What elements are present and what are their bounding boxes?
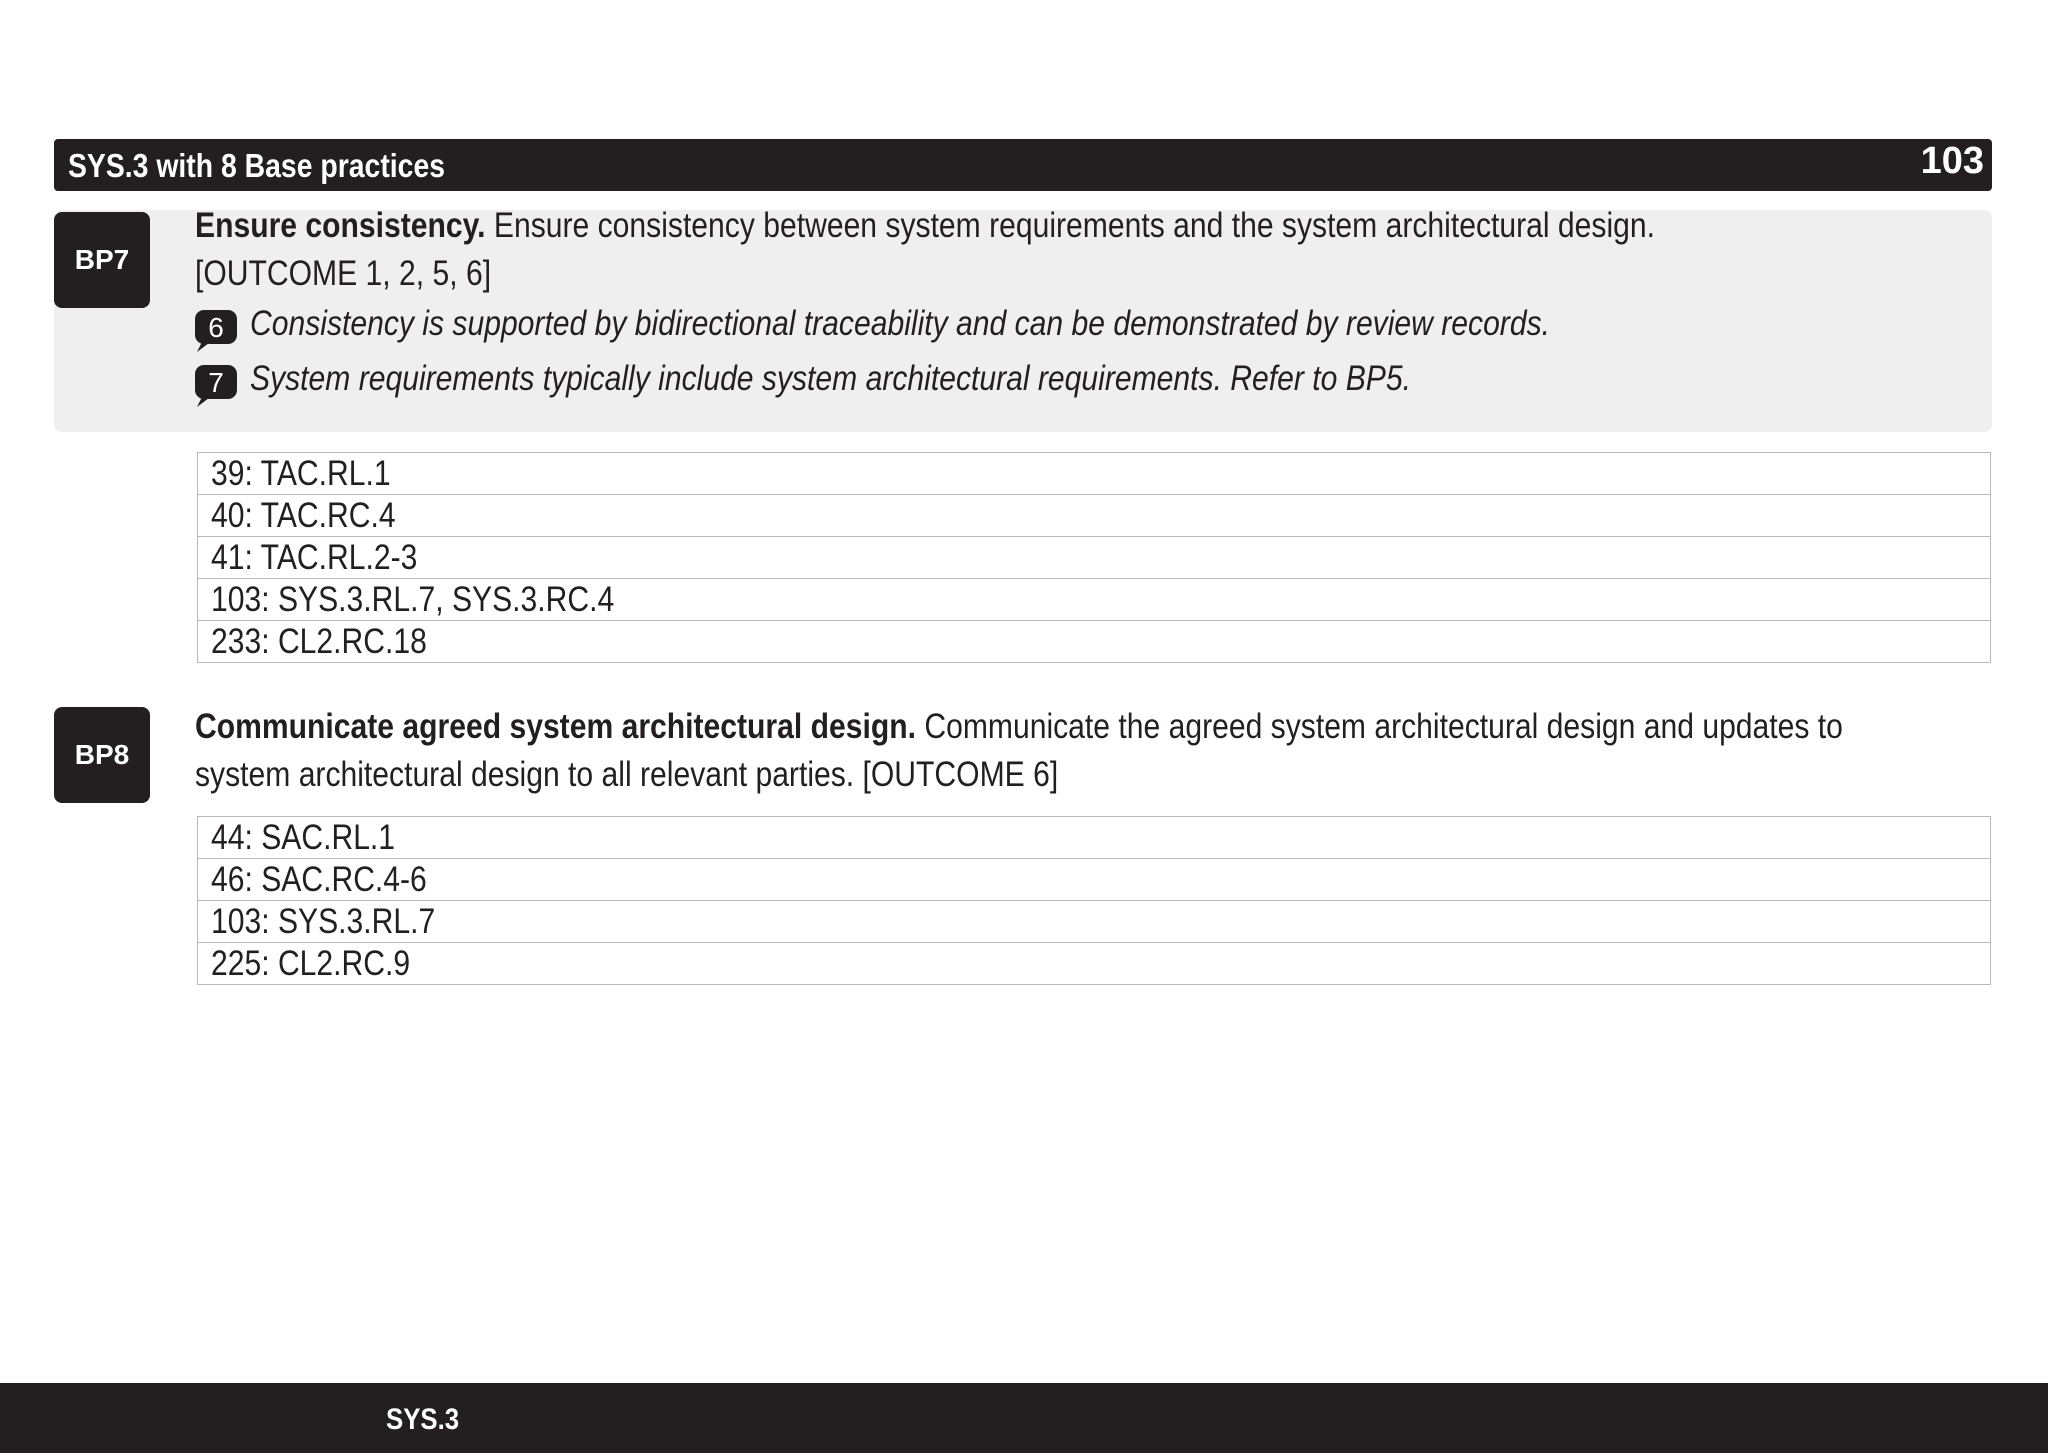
table-row <box>198 901 1991 943</box>
section-title: SYS.3 with 8 Base practices <box>68 147 446 184</box>
footer-process-label: SYS.3 <box>386 1403 460 1436</box>
svg-text:6: 6 <box>208 312 224 343</box>
bp8-title: Communicate agreed system architectural design. <box>195 707 916 746</box>
reference-cell: 41: TAC.RL.2-3 <box>198 537 1991 579</box>
table-row <box>198 621 1991 663</box>
table-row <box>198 495 1991 537</box>
bp7-outcome: [OUTCOME 1, 2, 5, 6] <box>195 254 492 293</box>
bp7-badge: BP7 <box>54 212 150 308</box>
svg-text:7: 7 <box>208 367 224 398</box>
page-footer <box>0 1383 2048 1453</box>
bp8-description <box>195 703 1843 751</box>
reference-cell: 46: SAC.RC.4-6 <box>198 859 1991 901</box>
table-row <box>198 579 1991 621</box>
table-row <box>198 453 1991 495</box>
reference-cell: 40: TAC.RC.4 <box>198 495 1991 537</box>
reference-cell: 225: CL2.RC.9 <box>198 943 1991 985</box>
bp8-text: Communicate the agreed system architectural design and updates to <box>915 707 1843 746</box>
bp8-description-line2: system architectural design to all relevant parties. [OUTCOME 6] <box>195 755 1059 794</box>
note-bubble-icon <box>195 310 237 352</box>
reference-cell: 103: SYS.3.RL.7 <box>198 901 1991 943</box>
page-number: 103 <box>1920 140 1984 182</box>
table-row <box>198 817 1991 859</box>
table-row <box>198 943 1991 985</box>
page-header <box>54 139 1992 191</box>
bp7-title: Ensure consistency. <box>195 206 486 245</box>
note-7-text: System requirements typically include system architectural requirements. Refer to BP5. <box>250 359 1411 398</box>
bp8-reference-table <box>197 816 1991 985</box>
table-row <box>198 537 1991 579</box>
reference-cell: 233: CL2.RC.18 <box>198 621 1991 663</box>
bp8-badge: BP8 <box>54 707 150 803</box>
reference-cell: 44: SAC.RL.1 <box>198 817 1991 859</box>
note-bubble-icon <box>195 365 237 407</box>
bp7-reference-table <box>197 452 1991 663</box>
note-6-text: Consistency is supported by bidirectional traceability and can be demonstrated by review records. <box>250 304 1550 343</box>
bp7-text: Ensure consistency between system requirements and the system architectural design. <box>485 206 1655 245</box>
table-row <box>198 859 1991 901</box>
reference-cell: 103: SYS.3.RL.7, SYS.3.RC.4 <box>198 579 1991 621</box>
bp7-description <box>195 202 1655 250</box>
reference-cell: 39: TAC.RL.1 <box>198 453 1991 495</box>
